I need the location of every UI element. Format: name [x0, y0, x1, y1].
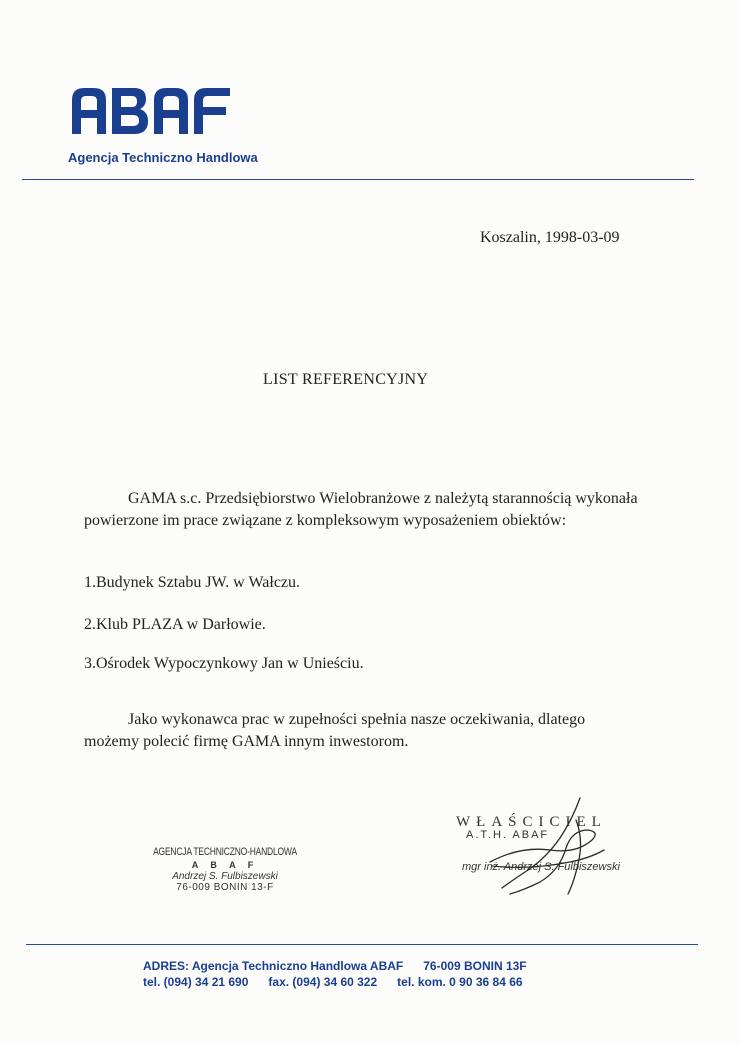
letter-title: LIST REFERENCYJNY — [263, 371, 429, 388]
footer-divider — [26, 944, 698, 945]
footer-contacts: tel. (094) 34 21 690 fax. (094) 34 60 322 tel. kom. 0 90 36 84 66 — [143, 975, 523, 989]
stamp-line: mgr inż. Andrzej S. Fulbiszewski — [462, 861, 620, 873]
body-paragraph-2: Jako wykonawca prac w zupełności spełnia nasze oczekiwania, dlatego możemy polecić firmę GAMA innym inwestorom. — [84, 711, 586, 750]
list-item: 3.Ośrodek Wypoczynkowy Jan w Unieściu. — [84, 655, 364, 672]
abaf-logo — [70, 84, 232, 136]
list-item: 2.Klub PLAZA w Darłowie. — [84, 616, 266, 633]
letter-date: Koszalin, 1998-03-09 — [480, 229, 620, 246]
list-item: 1.Budynek Sztabu JW. w Wałczu. — [84, 574, 301, 591]
stamp-line: A.T.H. ABAF — [466, 829, 550, 841]
footer-address: ADRES: Agencja Techniczno Handlowa ABAF 76-009 BONIN 13F — [143, 959, 527, 973]
owner-stamp — [456, 814, 646, 873]
stamp-line: AGENCJA TECHNICZNO-HANDLOWA — [153, 844, 297, 858]
stamp-line: WŁAŚCICIEL — [456, 814, 607, 830]
header-divider — [22, 179, 694, 180]
body-paragraph-1: GAMA s.c. Przedsiębiorstwo Wielobranżowe z należytą starannością wykonała powierzone im prace związane z kompleksowym wyposażeniem obiektów: — [84, 490, 638, 529]
stamp-line: A B A F — [191, 860, 259, 870]
company-subtitle: Agencja Techniczno Handlowa — [68, 150, 258, 165]
stamp-line: 76-009 BONIN 13-F — [176, 882, 274, 893]
company-stamp — [150, 846, 300, 893]
stamp-line: Andrzej S. Fulbiszewski — [172, 871, 278, 882]
